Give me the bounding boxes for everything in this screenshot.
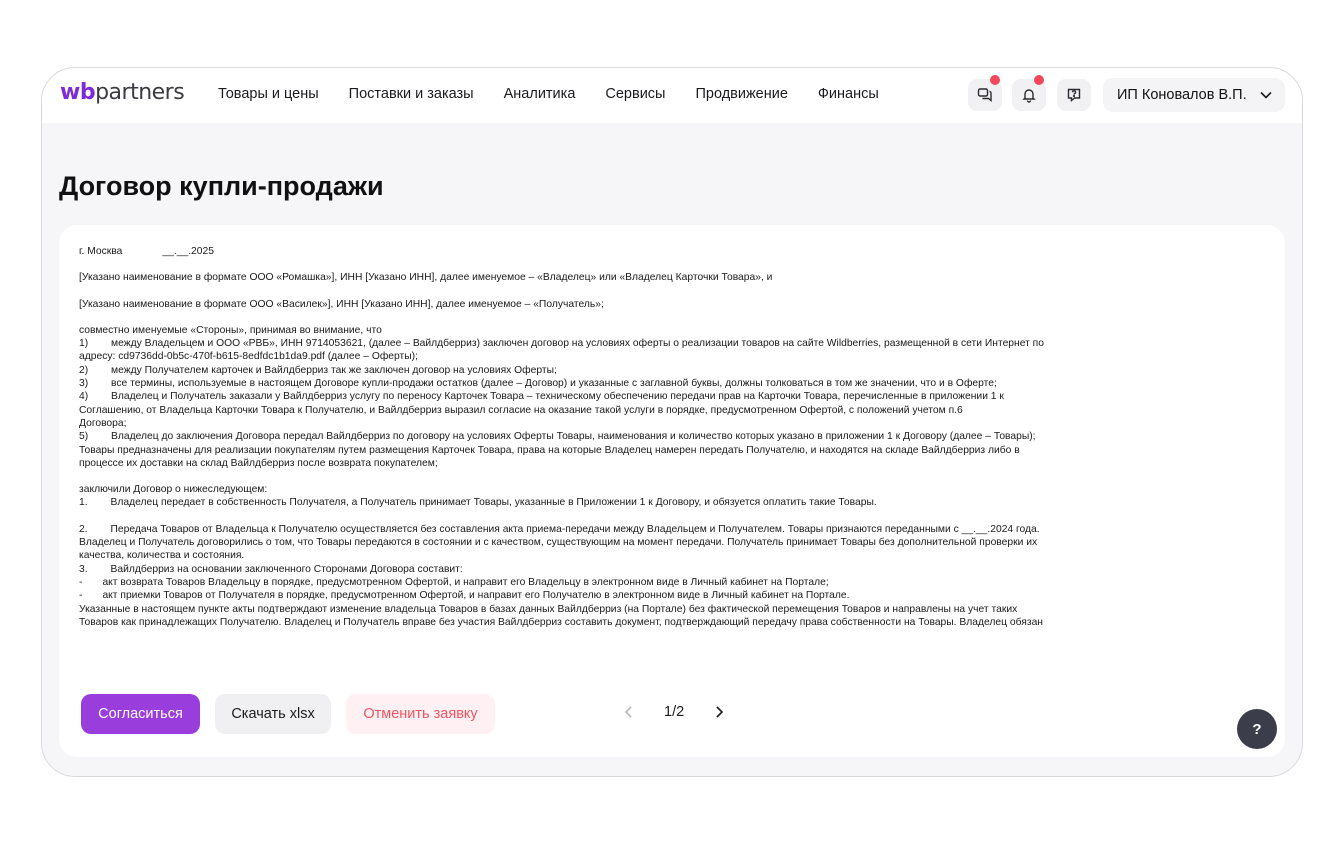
contract-line: Товаров как принадлежащих Получателю. Владелец и Получатель вправе без участия Вайлдберриз составить документ, подтверждающий передачу права собственности на Товары. Владелец обязан (79, 616, 1043, 628)
contract-blank-line (79, 258, 1269, 271)
download-xlsx-button[interactable]: Скачать xlsx (215, 694, 331, 734)
chat-notification-dot (990, 75, 1000, 85)
chat-button[interactable] (968, 79, 1002, 111)
contract-blank-line (79, 285, 1269, 298)
contract-line: г. Москва __.__.2025 (79, 246, 214, 257)
bell-icon (1021, 87, 1037, 103)
contract-line: - акт возврата Товаров Владельцу в порядке, предусмотренном Офертой, и направит его Владельцу в электронном виде в Личный кабинет на Портале; (79, 576, 829, 588)
contract-line: Товары предназначены для реализации покупателям путем размещения Карточек Товара, права на которые Владелец намерен передать Получателю, и находятся на складе Вайлдберриз либо в (79, 444, 1020, 456)
chevron-left-icon (622, 705, 636, 719)
contract-line: 2) между Получателем карточек и Вайлдберриз так же заключен договор на условиях Оферты; (79, 364, 557, 376)
nav-item-analytics[interactable]: Аналитика (503, 86, 576, 102)
contract-line: 2. Передача Товаров от Владельца к Получателю осуществляется без составления акта приема-передачи между Владельцем и Получателем. Товары признаются переданными с __.__.2024 года. (79, 523, 1040, 535)
contract-line: Владелец и Получатель договорились о том, что Товары передаются в состоянии и с качеством, существующим на момент передачи. Получатель принимает Товары без дополнительной проверки их (79, 537, 1038, 549)
top-navigation-bar (42, 68, 1302, 123)
contract-line: 1. Владелец передает в собственность Получателя, а Получатель принимает Товары, указанные в Приложении 1 к Договору, и обязуется оплатить такие Товары. (79, 497, 877, 509)
contract-line: качества, количества и состояния. (79, 550, 245, 562)
contract-line: совместно именуемые «Стороны», принимая во внимание, что (79, 324, 382, 336)
cancel-request-button[interactable]: Отменить заявку (346, 694, 495, 734)
user-name: ИП Коновалов В.П. (1117, 87, 1247, 103)
chevron-down-icon (1259, 88, 1273, 102)
contract-blank-line (79, 470, 1269, 483)
contract-line: 3) все термины, используемые в настоящем Договоре купли-продажи остатков (далее – Договор) и указанные с заглавной буквы, должны толковаться в том же значении, что и в Оферте; (79, 378, 997, 390)
wbpartners-logo[interactable] (60, 80, 184, 105)
contract-line: [Указано наименование в формате ООО «Василек»], ИНН [Указано ИНН], далее именуемое – «Получатель»; (79, 298, 604, 310)
contract-line: заключили Договор о нижеследующем: (79, 484, 268, 496)
contract-line: 1) между Владельцем и ООО «РВБ», ИНН 9714053621, (далее – Вайлдберриз) заключен договор на условиях оферты о реализации товаров на сайте Wildberries, размещенной в сети Интернет по (79, 338, 1044, 350)
contract-blank-line (79, 510, 1269, 523)
chevron-right-icon (712, 705, 726, 719)
contract-line: 4) Владелец и Получатель заказали у Вайлдберриз услугу по переносу Карточек Товара – техническому обеспечению передачи прав на Карточки Товара, перечисленные в приложении 1 к (79, 391, 1004, 403)
contract-text[interactable] (79, 245, 1269, 671)
contract-line: процессе их доставки на склад Вайлдберриз после возврата покупателем; (79, 457, 438, 469)
user-menu[interactable] (1103, 78, 1285, 112)
contract-line: Договора; (79, 417, 127, 429)
bell-notification-dot (1034, 75, 1044, 85)
logo-wb: wb (60, 80, 96, 105)
contract-blank-line (79, 311, 1269, 324)
notifications-button[interactable] (1012, 79, 1046, 111)
contract-line: [Указано наименование в формате ООО «Ромашка»], ИНН [Указано ИНН], далее именуемое – «Владелец» или «Владелец Карточки Товара», и (79, 272, 773, 284)
contract-actions (81, 694, 1271, 736)
contract-line: Соглашению, от Владельца Карточки Товара к Получателю, и Вайлдберриз выразил согласие на оказание такой услуги в порядке, предусмотренном Офертой, с положений учетом п.6 (79, 404, 963, 416)
help-button[interactable]: ? (1237, 709, 1277, 749)
nav-item-services[interactable]: Сервисы (605, 86, 666, 102)
nav-item-supplies-orders[interactable]: Поставки и заказы (348, 86, 474, 102)
support-icon (1066, 87, 1082, 103)
contract-line: адресу: cd9736dd-0b5c-470f-b615-8edfdc1b1da9.pdf (далее – Оферты); (79, 351, 418, 363)
contract-line: - акт приемки Товаров от Получателя в порядке, предусмотренном Офертой, и направит его Получателю в электронном виде в Личный кабинет на Портале. (79, 590, 850, 602)
page-title: Договор купли-продажи (59, 171, 384, 201)
app-window (41, 67, 1303, 777)
support-button[interactable] (1057, 79, 1091, 111)
page-indicator: 1/2 (664, 704, 685, 720)
nav-item-goods-prices[interactable]: Товары и цены (218, 86, 319, 102)
agree-button[interactable]: Согласиться (81, 694, 200, 734)
next-page-button[interactable] (704, 697, 734, 727)
prev-page-button[interactable] (614, 697, 644, 727)
nav-item-promotion[interactable]: Продвижение (695, 86, 788, 102)
chat-icon (977, 87, 993, 103)
contract-card (59, 225, 1285, 757)
contract-line: Указанные в настоящем пункте акты подтверждают изменение владельца Товаров в базах данных Вайлдберриз (на Портале) без фактической перемещения Товаров и направлены на учет таких (79, 603, 1018, 615)
logo-partners: partners (95, 80, 185, 105)
nav-item-finance[interactable]: Финансы (817, 86, 879, 102)
contract-line: 5) Владелец до заключения Договора передал Вайлдберриз по договору на условиях Оферты Товары, наименования и количество которых указано в приложении 1 к Договору (далее – Товары); (79, 431, 1036, 443)
main-nav (218, 86, 909, 102)
contract-line: 3. Вайлдберриз на основании заключенного Сторонами Договора составит: (79, 563, 463, 575)
pagination (614, 694, 734, 730)
